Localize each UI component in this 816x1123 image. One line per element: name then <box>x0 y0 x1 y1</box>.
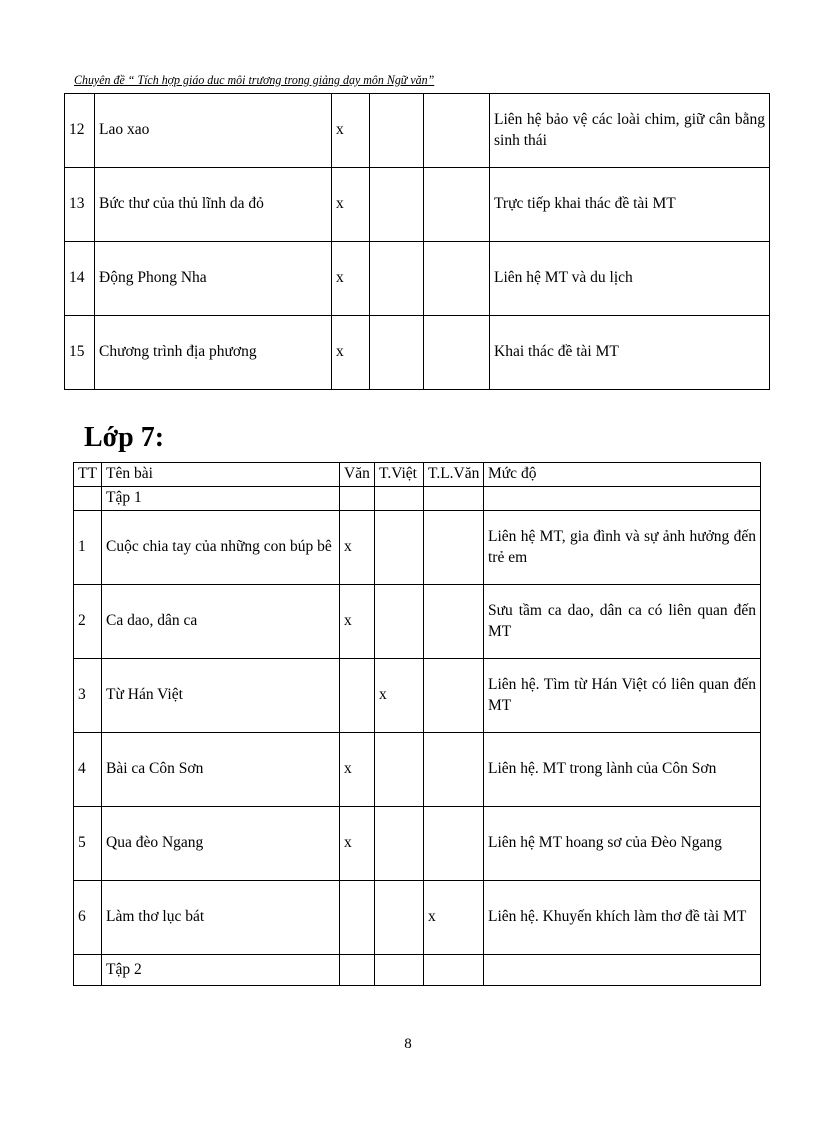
cell-tt: 6 <box>74 881 102 955</box>
cell-tlvan <box>424 168 490 242</box>
table-row <box>65 316 770 390</box>
cell-tt: 5 <box>74 807 102 881</box>
cell-tviet <box>375 585 424 659</box>
cell-tlvan <box>424 733 484 807</box>
page-number: 8 <box>404 1036 412 1052</box>
cell-van: x <box>340 585 375 659</box>
cell-title: Chương trình địa phương <box>95 316 332 390</box>
lesson-table-grade-6 <box>64 93 770 390</box>
cell-level: Liên hệ. MT trong lành của Côn Sơn <box>484 733 761 807</box>
cell-tt: 14 <box>65 242 95 316</box>
cell-tviet: x <box>375 659 424 733</box>
cell-tviet <box>370 168 424 242</box>
cell-van: x <box>332 316 370 390</box>
cell-tviet <box>375 733 424 807</box>
cell-van <box>340 659 375 733</box>
header-tt: TT <box>74 463 102 487</box>
table-row <box>74 585 761 659</box>
cell-level: Sưu tầm ca dao, dân ca có liên quan đến MT <box>484 585 761 659</box>
cell-tt: 3 <box>74 659 102 733</box>
table-row <box>74 733 761 807</box>
cell-tviet <box>375 511 424 585</box>
cell-van <box>340 881 375 955</box>
cell-title: Từ Hán Việt <box>102 659 340 733</box>
cell-van: x <box>332 168 370 242</box>
cell-level: Liên hệ. Khuyến khích làm thơ đề tài MT <box>484 881 761 955</box>
header-van: Văn <box>340 463 375 487</box>
table-row <box>74 881 761 955</box>
cell-title: Cuộc chia tay của những con búp bê <box>102 511 340 585</box>
cell-title: Làm thơ lục bát <box>102 881 340 955</box>
cell-tlvan <box>424 242 490 316</box>
table-row <box>74 807 761 881</box>
cell-level: Liên hệ. Tìm từ Hán Việt có liên quan đến MT <box>484 659 761 733</box>
cell-level: Trực tiếp khai thác đề tài MT <box>490 168 770 242</box>
cell-level: Liên hệ MT hoang sơ của Đèo Ngang <box>484 807 761 881</box>
section-heading: Lớp 7: <box>84 422 165 453</box>
cell-tviet <box>370 316 424 390</box>
cell-tt: 15 <box>65 316 95 390</box>
page-header: Chuyên đề “ Tích hợp giáo duc môi trương trong giảng dạy môn Ngữ văn” <box>74 72 435 87</box>
cell-tlvan <box>424 316 490 390</box>
cell-tlvan <box>424 511 484 585</box>
cell-tlvan <box>424 94 490 168</box>
cell-title: Lao xao <box>95 94 332 168</box>
cell-title: Động Phong Nha <box>95 242 332 316</box>
lesson-table-grade-7 <box>73 462 761 986</box>
cell-van: x <box>340 733 375 807</box>
cell-tt: 13 <box>65 168 95 242</box>
cell-tviet <box>375 807 424 881</box>
volume-row <box>74 487 761 511</box>
cell-tviet <box>370 94 424 168</box>
cell-van: x <box>332 242 370 316</box>
cell-tviet <box>375 881 424 955</box>
table-header-row <box>74 463 761 487</box>
table-row <box>74 659 761 733</box>
cell-tt: 12 <box>65 94 95 168</box>
cell-tt: 1 <box>74 511 102 585</box>
cell-van: x <box>340 807 375 881</box>
table-row <box>65 168 770 242</box>
cell-van: x <box>332 94 370 168</box>
cell-tviet <box>370 242 424 316</box>
header-title: Tên bài <box>102 463 340 487</box>
table-row <box>74 511 761 585</box>
header-level: Mức độ <box>484 463 761 487</box>
cell-title: Ca dao, dân ca <box>102 585 340 659</box>
cell-tlvan <box>424 807 484 881</box>
cell-title: Qua đèo Ngang <box>102 807 340 881</box>
cell-tt: 4 <box>74 733 102 807</box>
volume-label: Tập 2 <box>102 955 340 986</box>
cell-tlvan: x <box>424 881 484 955</box>
cell-tt: 2 <box>74 585 102 659</box>
cell-level: Khai thác đề tài MT <box>490 316 770 390</box>
cell-level: Liên hệ MT, gia đình và sự ảnh hưởng đến trẻ em <box>484 511 761 585</box>
table-row <box>65 242 770 316</box>
cell-tlvan <box>424 659 484 733</box>
cell-level: Liên hệ bảo vệ các loài chim, giữ cân bằng sinh thái <box>490 94 770 168</box>
header-tlvan: T.L.Văn <box>424 463 484 487</box>
cell-level: Liên hệ MT và du lịch <box>490 242 770 316</box>
cell-title: Bức thư của thủ lĩnh da đỏ <box>95 168 332 242</box>
cell-title: Bài ca Côn Sơn <box>102 733 340 807</box>
header-tviet: T.Việt <box>375 463 424 487</box>
table-row <box>65 94 770 168</box>
cell-van: x <box>340 511 375 585</box>
cell-tlvan <box>424 585 484 659</box>
volume-label: Tập 1 <box>102 487 340 511</box>
volume-row <box>74 955 761 986</box>
